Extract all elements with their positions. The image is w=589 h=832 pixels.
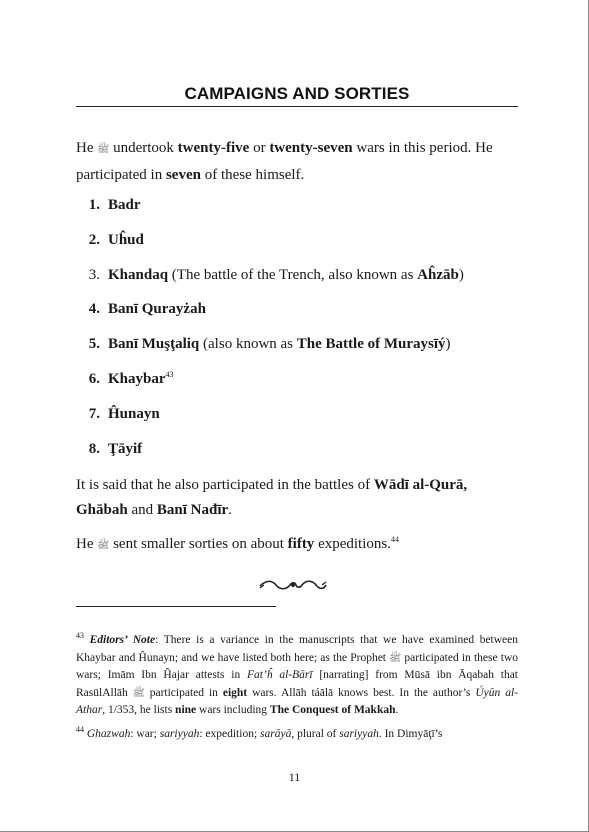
war-note-bold: Aĥzāb — [417, 266, 459, 283]
text-run: . — [395, 704, 399, 716]
text-run: participated in — [144, 686, 223, 699]
footnote-separator — [76, 606, 276, 607]
wars-list — [76, 193, 518, 471]
list-item — [76, 297, 518, 332]
footnote-ref[interactable]: 43 — [165, 369, 174, 379]
footnote-number: 43 — [76, 631, 84, 641]
italic-run: Fat’ĥ al-Bārī — [246, 669, 313, 681]
list-item — [76, 402, 518, 437]
text-run: : There is a variance in the manuscripts that we have examined between Khaybar and Ĥunayn; and we have listed both here; as the Prophet — [76, 634, 519, 664]
text-run: wars in this period. He participated in — [76, 140, 493, 183]
list-item — [76, 193, 518, 228]
text-run: It is said that he also participated in the battles of — [76, 477, 374, 493]
war-name: Khaybar — [108, 370, 166, 387]
war-name: Banī Muşţaliq — [108, 336, 200, 353]
item-number: 6. — [88, 370, 100, 387]
text-run: . In Dimyāţī’s — [378, 728, 443, 740]
text-run: or — [249, 140, 270, 156]
item-number: 8. — [88, 440, 100, 457]
war-note-end: ) — [445, 336, 451, 353]
war-note-end: ) — [458, 266, 464, 283]
bold-run: twenty-five — [177, 140, 250, 156]
text-run: participated in these two wars; Imām Ibn Ĥajar attests in — [76, 651, 518, 681]
text-run: and — [127, 501, 157, 518]
list-item — [76, 437, 518, 472]
text-run: : expedition; — [199, 728, 261, 740]
text-run: of these himself. — [200, 166, 305, 183]
title-underline — [76, 106, 518, 107]
item-number: 5. — [88, 336, 100, 353]
war-name: Khandaq — [108, 266, 169, 283]
bold-run: Wādī al-Qurā, Ghābah — [76, 477, 468, 518]
list-item — [76, 367, 518, 402]
bold-run: fifty — [287, 536, 315, 552]
text-run: [narrating] from Mūsā ibn Āqabah that RasūlAllāh — [76, 669, 519, 699]
footnote-number: 44 — [76, 725, 84, 735]
text-run: wars including — [196, 704, 270, 716]
text-run: wars. Allāh táālā knows best. In the author’s — [247, 686, 476, 699]
footnote-label: Editors’ Note — [89, 634, 156, 646]
honorific-glyph: ﷺ — [132, 687, 145, 699]
text-run: , 1/353, he lists — [102, 704, 176, 716]
italic-run: sariyyah — [339, 728, 379, 740]
item-number: 4. — [88, 301, 100, 318]
footnote-43 — [76, 632, 518, 720]
bold-run: eight — [222, 686, 248, 699]
war-note: (also known as — [199, 336, 297, 353]
list-item — [76, 332, 518, 367]
text-run: He — [76, 140, 98, 156]
war-name: Uĥud — [108, 231, 144, 248]
footnote-44 — [76, 726, 518, 744]
text-run: : war; — [130, 728, 160, 740]
text-run: He — [76, 536, 98, 552]
bold-run: twenty-seven — [269, 140, 353, 156]
war-name: Ţāyif — [108, 440, 143, 457]
list-item — [76, 263, 518, 298]
italic-run: sarāyā — [260, 728, 292, 740]
item-number: 2. — [88, 231, 100, 248]
honorific-glyph: ﷺ — [389, 652, 402, 664]
text-run: . — [228, 501, 232, 518]
war-note: (The battle of the Trench, also known as — [168, 266, 418, 283]
chapter-title: CAMPAIGNS AND SORTIES — [184, 84, 410, 103]
footnote-ref[interactable]: 44 — [390, 535, 399, 544]
text-run: expeditions. — [314, 536, 391, 552]
war-note-bold: The Battle of Muraysīý — [296, 336, 446, 353]
bold-run: nine — [175, 704, 197, 716]
bold-run: The Conquest of Makkah — [269, 704, 396, 716]
sorties-paragraph — [76, 532, 518, 559]
italic-run: Úyūn al-Athar — [76, 686, 518, 716]
list-item — [76, 228, 518, 263]
intro-paragraph — [76, 136, 518, 187]
italic-run: Ghazwah — [86, 728, 131, 740]
italic-run: sariyyah — [159, 728, 200, 740]
page-number: 11 — [288, 770, 301, 784]
text-run: , plural of — [291, 728, 340, 740]
war-name: Ĥunayn — [108, 405, 160, 422]
honorific-glyph: ﷺ — [97, 540, 110, 551]
item-number: 7. — [88, 405, 100, 422]
item-number: 3. — [88, 266, 100, 283]
item-number: 1. — [88, 197, 100, 213]
other-battles-paragraph — [76, 473, 518, 522]
honorific-glyph: ﷺ — [97, 144, 110, 155]
bold-run: Banī Nađīr — [156, 501, 229, 518]
bold-run: seven — [165, 166, 201, 183]
war-name: Badr — [108, 197, 141, 213]
ornament-divider-icon — [258, 577, 328, 593]
war-name: Banī Qurayżah — [108, 301, 206, 318]
text-run: sent smaller sorties on about — [109, 536, 288, 552]
text-run: undertook — [109, 140, 178, 156]
